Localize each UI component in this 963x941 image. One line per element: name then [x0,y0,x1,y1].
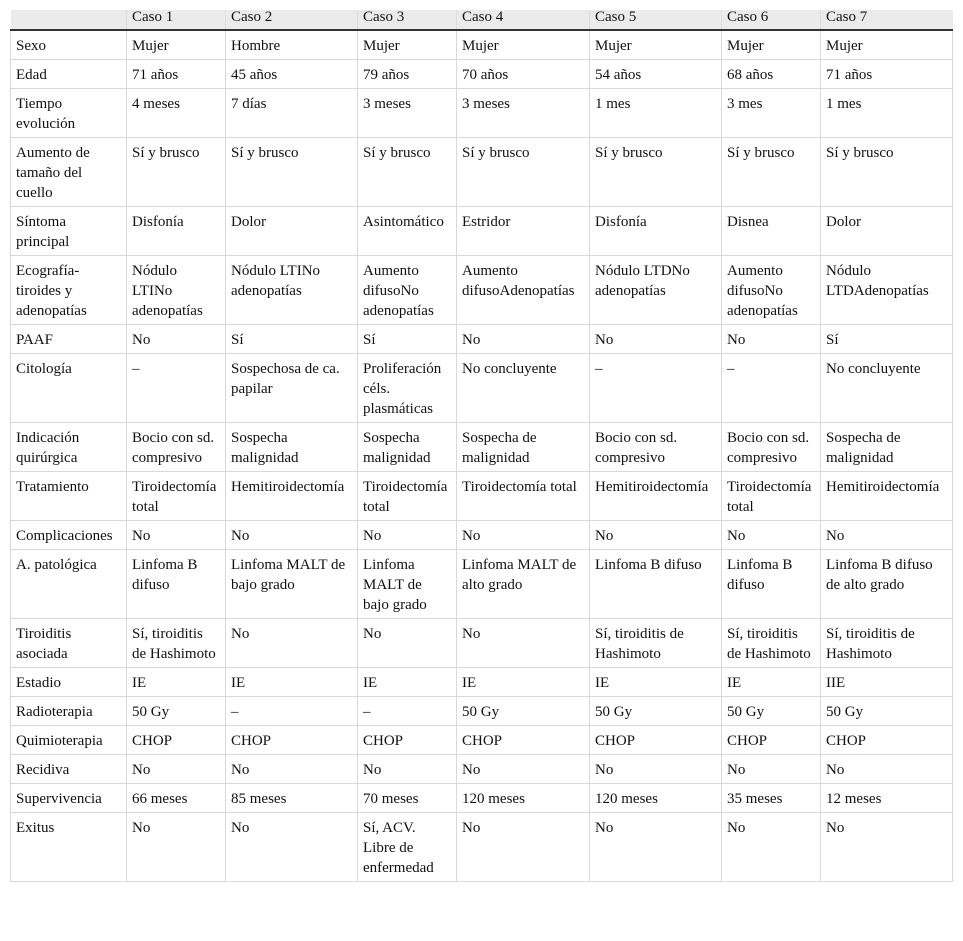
header-cell: Caso 1 [127,10,226,30]
table-row [11,423,953,472]
table-cell: Disfonía [127,207,226,256]
table-cell: 3 mes [722,89,821,138]
table-cell: No [722,521,821,550]
table-cell: Dolor [821,207,953,256]
table-cell: No [457,813,590,882]
table-cell: No [457,325,590,354]
table-row [11,89,953,138]
table-cell: 70 meses [358,784,457,813]
row-label-cell: Quimioterapia [11,726,127,755]
table-cell: 35 meses [722,784,821,813]
table-cell: Nódulo LTDAdenopatías [821,256,953,325]
row-label-cell: Tiempo evolución [11,89,127,138]
table-cell: 71 años [127,60,226,89]
table-cell: Sospecha de malignidad [457,423,590,472]
table-cell: Tiroidectomía total [127,472,226,521]
table-cell: – [590,354,722,423]
table-cell: IIE [821,668,953,697]
table-cell: Linfoma B difuso [590,550,722,619]
table-cell: CHOP [127,726,226,755]
table-row [11,813,953,882]
row-label-cell: Citología [11,354,127,423]
table-cell: – [226,697,358,726]
table-cell: 71 años [821,60,953,89]
table-cell: Tiroidectomía total [358,472,457,521]
header-cell [11,10,127,30]
table-cell: No [226,813,358,882]
table-cell: 1 mes [821,89,953,138]
row-label-cell: Supervivencia [11,784,127,813]
table-row [11,60,953,89]
table-cell: No [821,755,953,784]
table-cell: Sí y brusco [127,138,226,207]
header-cell: Caso 6 [722,10,821,30]
table-cell: Sí, tiroiditis de Hashimoto [722,619,821,668]
table-cell: No [457,521,590,550]
table-cell: No [457,619,590,668]
table-cell: 79 años [358,60,457,89]
table-cell: Sí, tiroiditis de Hashimoto [127,619,226,668]
table-cell: Asintomático [358,207,457,256]
row-label-cell: Indicación quirúrgica [11,423,127,472]
table-cell: 54 años [590,60,722,89]
table-cell: IE [358,668,457,697]
table-cell: Mujer [590,30,722,60]
table-cell: Proliferación céls. plasmáticas [358,354,457,423]
table-cell: Mujer [457,30,590,60]
table-cell: No [457,755,590,784]
table-cell: No [722,813,821,882]
case-table [10,10,953,882]
table-cell: Nódulo LTINo adenopatías [226,256,358,325]
table-cell: No [127,325,226,354]
table-cell: CHOP [722,726,821,755]
table-cell: No [358,521,457,550]
table-cell: Mujer [127,30,226,60]
table-cell: Mujer [722,30,821,60]
row-label-cell: Aumento de tamaño del cuello [11,138,127,207]
table-cell: Sospecha de malignidad [821,423,953,472]
table-cell: Estridor [457,207,590,256]
table-cell: 4 meses [127,89,226,138]
table-cell: Sí y brusco [358,138,457,207]
table-cell: No [590,813,722,882]
table-row [11,755,953,784]
table-cell: No [127,521,226,550]
table-cell: No [722,755,821,784]
table-cell: No [226,521,358,550]
table-cell: 68 años [722,60,821,89]
table-cell: Linfoma B difuso de alto grado [821,550,953,619]
table-cell: CHOP [226,726,358,755]
table-cell: 3 meses [358,89,457,138]
header-cell: Caso 2 [226,10,358,30]
table-cell: No concluyente [821,354,953,423]
table-cell: – [127,354,226,423]
table-cell: Aumento difusoNo adenopatías [722,256,821,325]
table-cell: Hemitiroidectomía [226,472,358,521]
table-row [11,784,953,813]
table-cell: Nódulo LTINo adenopatías [127,256,226,325]
table-cell: No [821,521,953,550]
table-cell: 3 meses [457,89,590,138]
table-row [11,697,953,726]
header-cell: Caso 5 [590,10,722,30]
table-cell: IE [590,668,722,697]
table-cell: CHOP [590,726,722,755]
table-cell: 1 mes [590,89,722,138]
row-label-cell: PAAF [11,325,127,354]
table-row [11,207,953,256]
table-cell: Sí, ACV. Libre de enfermedad [358,813,457,882]
table-cell: Sí [821,325,953,354]
table-cell: Sí [358,325,457,354]
table-cell: Linfoma B difuso [127,550,226,619]
table-cell: 66 meses [127,784,226,813]
table-cell: Dolor [226,207,358,256]
table-cell: CHOP [457,726,590,755]
table-body [11,30,953,882]
table-cell: Hemitiroidectomía [590,472,722,521]
table-cell: Bocio con sd. compresivo [590,423,722,472]
table-cell: 12 meses [821,784,953,813]
table-cell: Tiroidectomía total [457,472,590,521]
table-row [11,521,953,550]
table-cell: Mujer [358,30,457,60]
table-cell: – [722,354,821,423]
table-cell: 50 Gy [590,697,722,726]
table-cell: Hombre [226,30,358,60]
table-row [11,472,953,521]
table-cell: Mujer [821,30,953,60]
table-cell: Sospecha malignidad [226,423,358,472]
table-cell: Sospechosa de ca. papilar [226,354,358,423]
table-cell: Linfoma MALT de bajo grado [358,550,457,619]
table-cell: Sí y brusco [457,138,590,207]
table-row [11,325,953,354]
row-label-cell: Recidiva [11,755,127,784]
table-cell: CHOP [821,726,953,755]
row-label-cell: Radioterapia [11,697,127,726]
table-row [11,30,953,60]
table-row [11,550,953,619]
table-cell: Sí y brusco [226,138,358,207]
row-label-cell: Tratamiento [11,472,127,521]
table-cell: CHOP [358,726,457,755]
table-cell: 7 días [226,89,358,138]
table-cell: Disnea [722,207,821,256]
row-label-cell: Exitus [11,813,127,882]
table-cell: 45 años [226,60,358,89]
table-cell: IE [722,668,821,697]
table-cell: Linfoma MALT de bajo grado [226,550,358,619]
table-cell: Sí y brusco [821,138,953,207]
row-label-cell: Edad [11,60,127,89]
table-cell: 50 Gy [821,697,953,726]
table-cell: 50 Gy [457,697,590,726]
table-cell: No [127,755,226,784]
table-cell: Linfoma MALT de alto grado [457,550,590,619]
row-label-cell: Complicaciones [11,521,127,550]
table-cell: 120 meses [457,784,590,813]
table-cell: Sí, tiroiditis de Hashimoto [590,619,722,668]
table-cell: – [358,697,457,726]
row-label-cell: Sexo [11,30,127,60]
table-cell: Nódulo LTDNo adenopatías [590,256,722,325]
table-header-row [11,10,953,30]
table-cell: IE [226,668,358,697]
table-cell: Bocio con sd. compresivo [722,423,821,472]
header-cell: Caso 3 [358,10,457,30]
table-cell: No [358,619,457,668]
row-label-cell: Ecografía-tiroides y adenopatías [11,256,127,325]
table-cell: Sí [226,325,358,354]
table-cell: No [358,755,457,784]
table-cell: Sí, tiroiditis de Hashimoto [821,619,953,668]
row-label-cell: Estadio [11,668,127,697]
row-label-cell: A. patológica [11,550,127,619]
table-cell: 50 Gy [722,697,821,726]
case-table-container [10,10,953,882]
header-cell: Caso 4 [457,10,590,30]
header-cell: Caso 7 [821,10,953,30]
table-row [11,138,953,207]
table-cell: Linfoma B difuso [722,550,821,619]
table-cell: Aumento difusoNo adenopatías [358,256,457,325]
table-row [11,619,953,668]
table-cell: Tiroidectomía total [722,472,821,521]
table-row [11,726,953,755]
table-cell: No concluyente [457,354,590,423]
table-cell: No [821,813,953,882]
table-cell: IE [457,668,590,697]
table-cell: No [226,619,358,668]
table-cell: Sí y brusco [722,138,821,207]
table-cell: 120 meses [590,784,722,813]
table-cell: Hemitiroidectomía [821,472,953,521]
table-cell: No [226,755,358,784]
table-cell: 85 meses [226,784,358,813]
table-cell: No [127,813,226,882]
table-cell: Sospecha malignidad [358,423,457,472]
table-cell: Sí y brusco [590,138,722,207]
table-row [11,354,953,423]
table-cell: No [590,521,722,550]
table-row [11,668,953,697]
table-cell: Aumento difusoAdenopatías [457,256,590,325]
row-label-cell: Tiroiditis asociada [11,619,127,668]
table-row [11,256,953,325]
table-cell: No [590,755,722,784]
table-cell: 70 años [457,60,590,89]
table-cell: No [722,325,821,354]
table-cell: IE [127,668,226,697]
row-label-cell: Síntoma principal [11,207,127,256]
table-cell: No [590,325,722,354]
table-cell: 50 Gy [127,697,226,726]
table-cell: Disfonía [590,207,722,256]
table-cell: Bocio con sd. compresivo [127,423,226,472]
